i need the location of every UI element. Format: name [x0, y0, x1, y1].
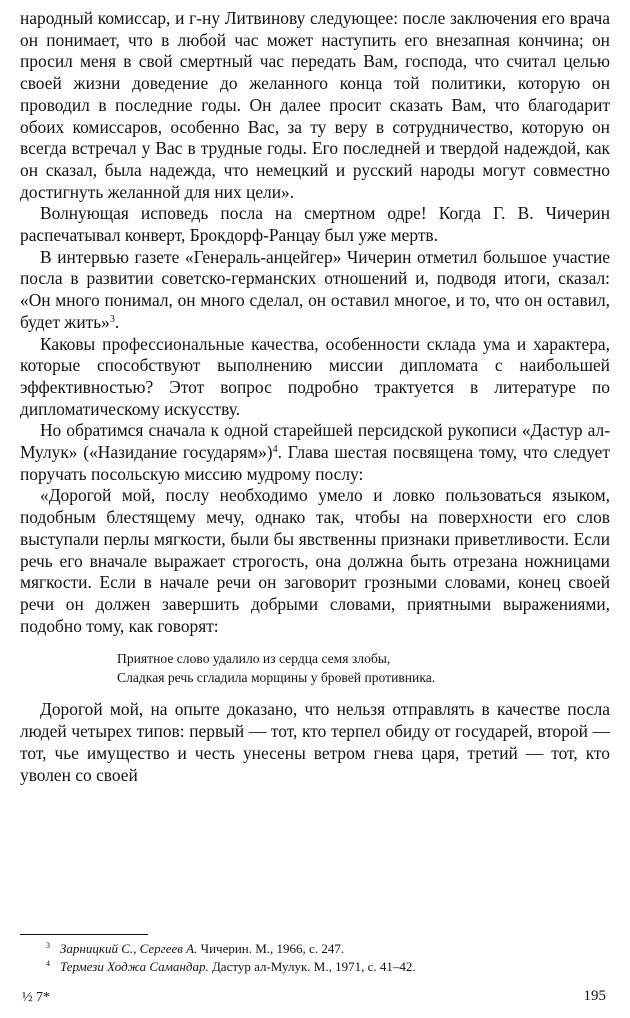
body-text — [20, 8, 610, 786]
footnote-text: Чичерин. М., 1966, с. 247. — [197, 941, 345, 956]
poem-line-2: Сладкая речь сгладила морщины у бровей противника. — [117, 670, 436, 686]
paragraph-2: Волнующая исповедь посла на смертном одре! Когда Г. В. Чичерин распечатывал конверт, Брокдорф-Ранцау был уже мертв. — [20, 203, 610, 246]
quote-paragraph: «Дорогой мой, послу необходимо умело и ловко пользоваться языком, подобным блестящему мечу, однако так, чтобы на поверхности его слов выступали перлы мягкости, были бы явственны признаки приветливости. Если речь его вначале выражает строгость, она должна быть отрезана ножницами мягкости. Если в начале речи он заговорит грозными словами, конец своей речи он должен завершить добрыми словами, приятными выражениями, подобно тому, как говорят: — [20, 485, 610, 636]
poem-quote — [117, 649, 610, 687]
footnote-ref-4: 4 — [272, 444, 278, 456]
paragraph-1: народный комиссар, и г-ну Литвинову следующее: после заключения его врача он понимает, что в любой час может наступить его внезапная кончина; он просил меня в свой смертный час передать Вам, господа, что считал целью своей жизни доведение до желанного конца той политики, которую он проводил в последние годы. Он далее просит сказать Вам, что благодарит обоих комиссаров, особенно Вас, за ту веру в сотрудничество, которую он всегда встречал у Вас в трудные годы. Его последней и твердой надеждой, как он сказал, была надежда, что немецкий и русский народы могут совместно достигнуть желанной для них цели». — [20, 8, 610, 202]
paragraph-3 — [20, 247, 610, 334]
poem-line-1: Приятное слово удалило из сердца семя злобы, — [117, 651, 391, 667]
printer-signature: ½ 7* — [22, 990, 50, 1005]
paragraph-3-text: В интервью газете «Генераль-анцейгер» Чичерин отметил большое участие посла в развитии советско-германских отношений и, подводя итоги, сказал: «Он много понимал, он много сделал, он оставил многое, и то, что он оставил, будет жить» — [20, 246, 610, 332]
page-number: 195 — [583, 988, 606, 1004]
footnote-text: Дастур ал-Мулук. М., 1971, с. 41–42. — [208, 959, 416, 974]
paragraph-5-text-b: . Глава шестая посвящена тому, что следует поручать посольскую миссию мудрому послу: — [20, 442, 611, 484]
footnote-3 — [46, 940, 606, 958]
paragraph-7: Дорогой мой, на опыте доказано, что нельзя отправлять в качестве посла людей четырех типов: первый — тот, кто терпел обиду от государей, второй — тот, чье имущество и честь унесены ветром гнева царя, третий — тот, кто уволен со своей — [20, 699, 610, 785]
paragraph-4: Каковы профессиональные качества, особенности склада ума и характера, которые способствуют выполнению миссии дипломата с наибольшей эффективностью? Этот вопрос подробно трактуется в литературе по дипломатическому искусству. — [20, 333, 610, 419]
footnote-divider — [20, 934, 148, 935]
paragraph-5-text-a: Но обратимся сначала к одной старейшей персидской рукописи «Дастур ал-Мулук» («Назидание государям») — [20, 420, 610, 463]
paragraph-3-end: . — [114, 311, 120, 332]
footnote-author: Термези Ходжа Самандар. — [60, 959, 209, 974]
footnote-4 — [46, 958, 606, 976]
paragraph-5 — [20, 420, 610, 485]
footnote-ref-3: 3 — [109, 313, 115, 325]
footnote-number: 4 — [46, 959, 50, 968]
footnote-author: Зарницкий С., Сергеев А. — [60, 941, 198, 956]
footnotes — [46, 940, 606, 976]
footnote-number: 3 — [46, 941, 50, 950]
